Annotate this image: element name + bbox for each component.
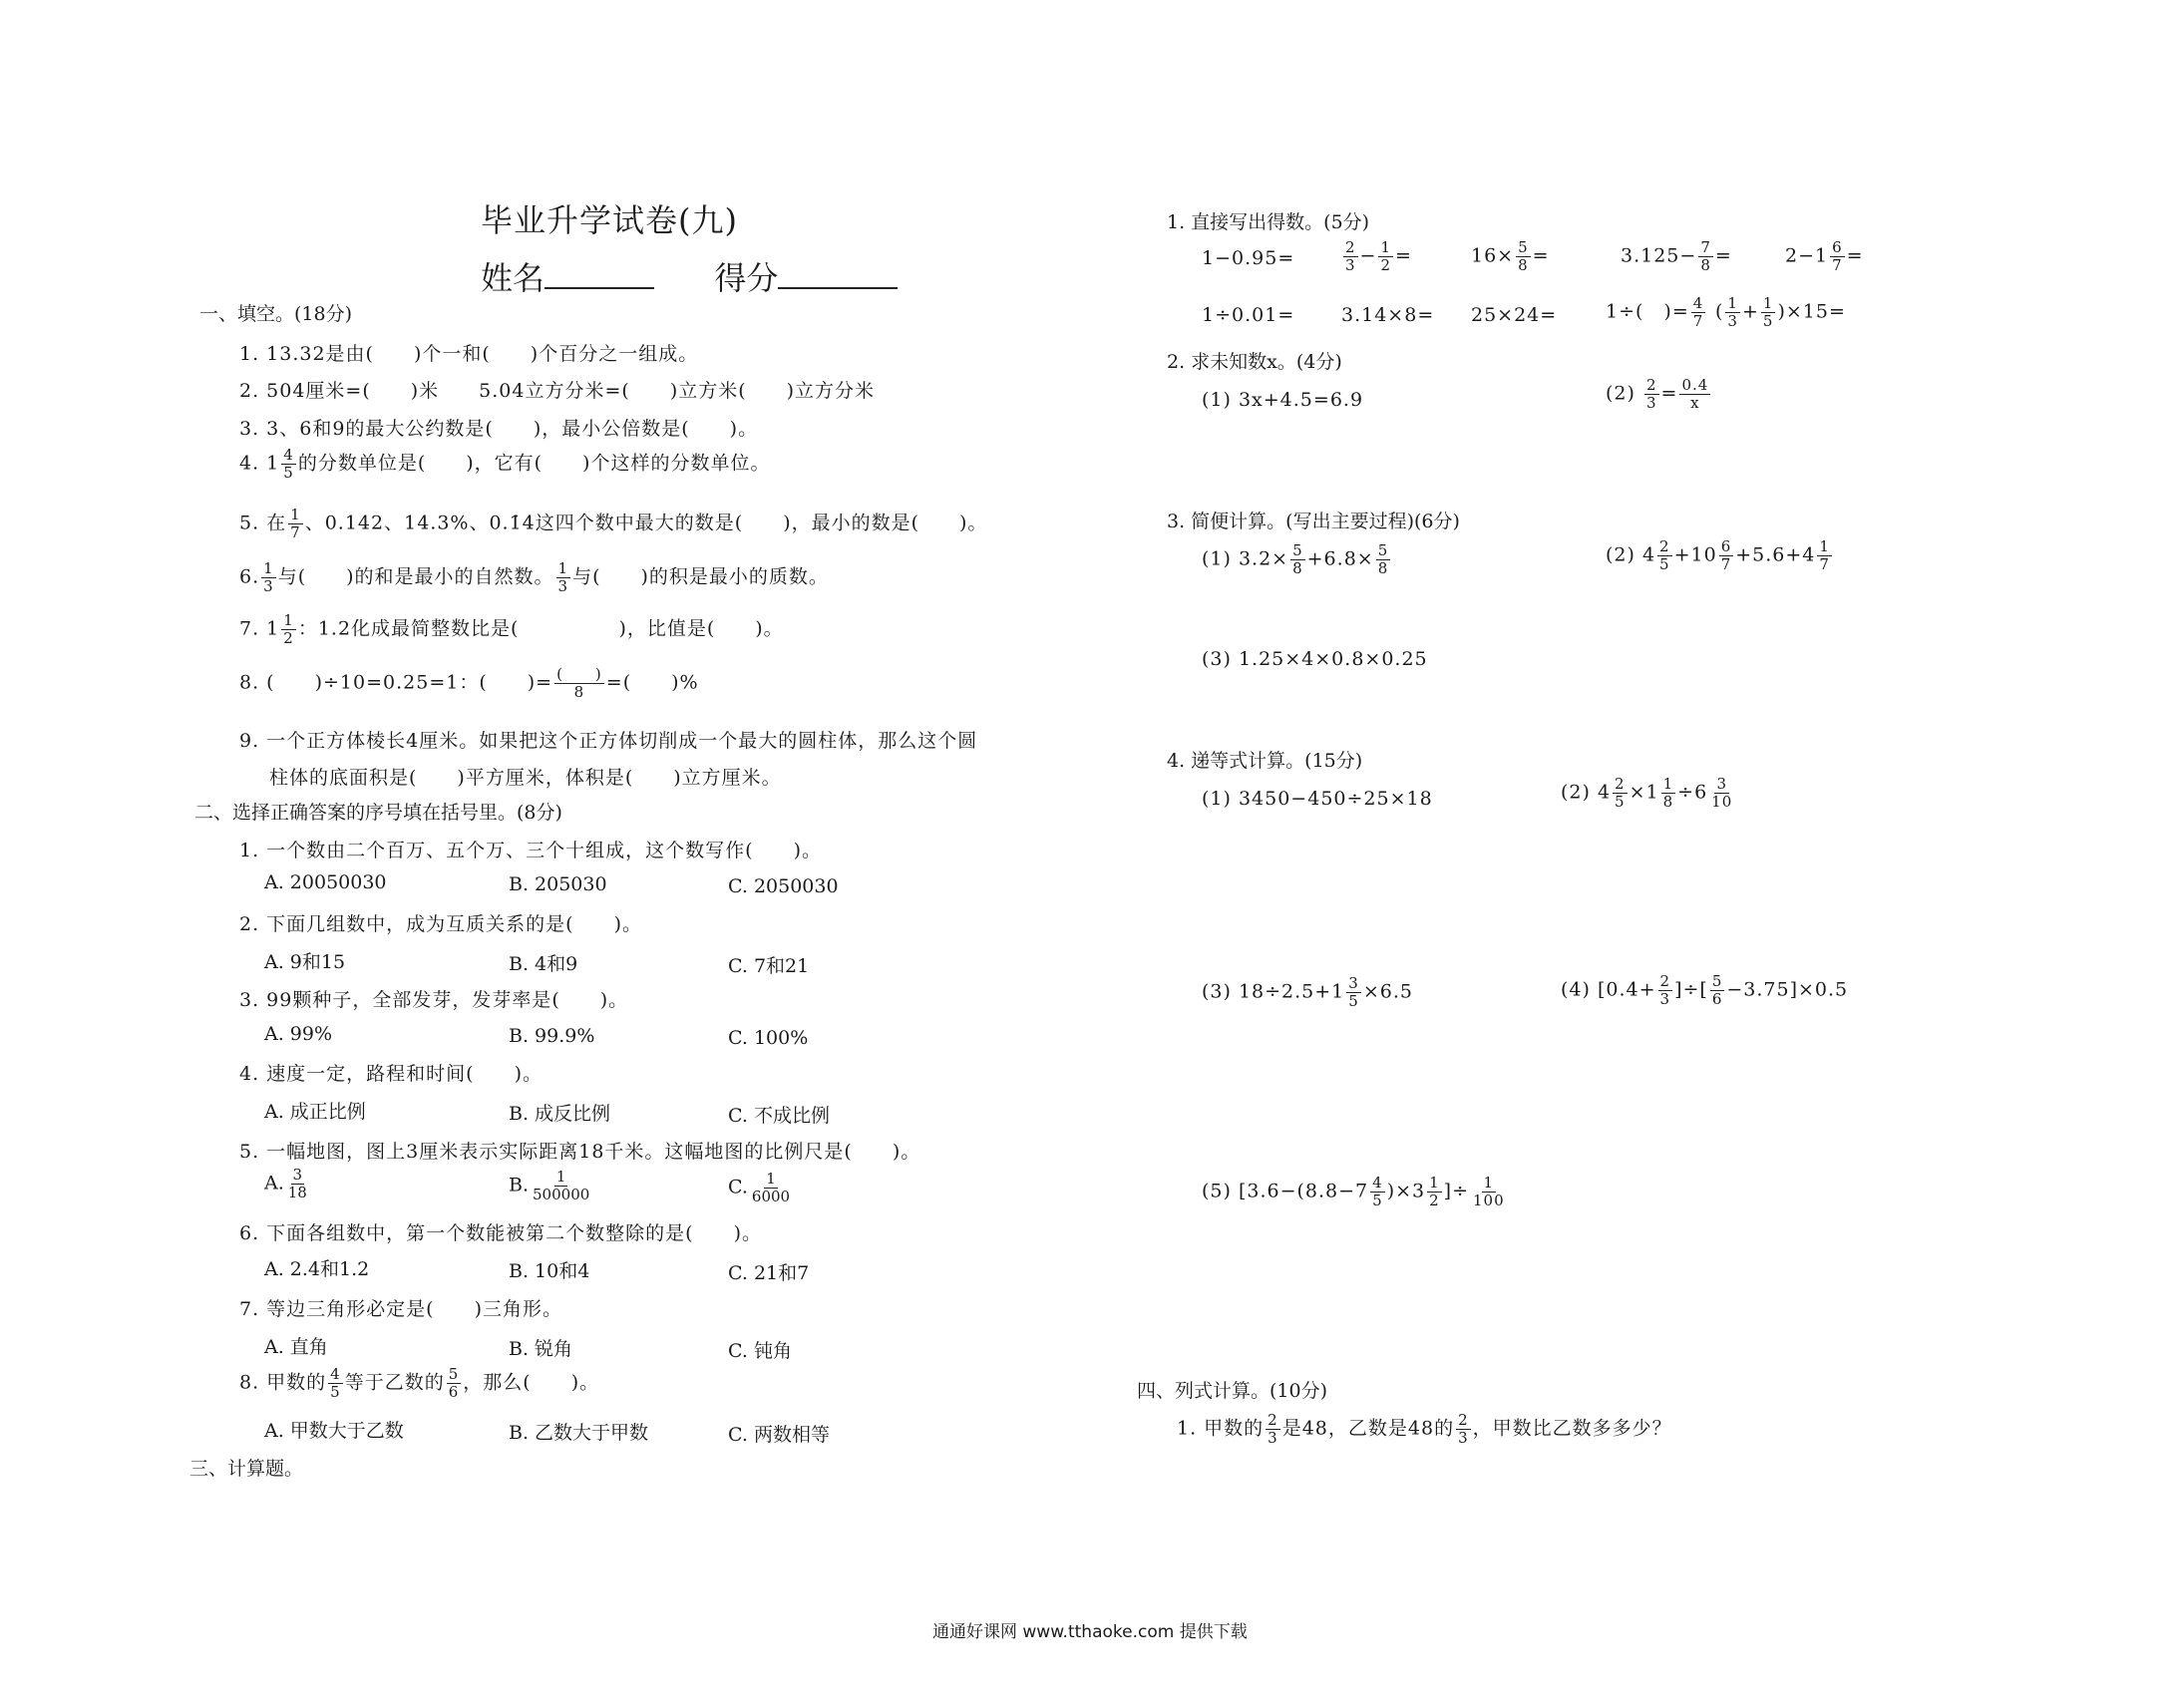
- simplify-1: (1) 3.2× $\frac{5}{8}$ +6.8× $\frac{5}{8}$: [1202, 541, 1389, 577]
- score-label: 得分: [714, 259, 779, 297]
- fraction: $\frac{1}{2}$: [1380, 238, 1392, 274]
- footer-credit: 通通好课网 www.tthaoke.com 提供下载: [932, 1622, 1248, 1642]
- choice-q1-option-c: C. 2050030: [728, 875, 839, 897]
- score-blank: [778, 287, 898, 289]
- fraction: $\frac{4}{7}$: [1692, 294, 1704, 330]
- name-label: 姓名: [481, 259, 545, 297]
- oral-1-2: $\frac{2}{3}$ − $\frac{1}{2}$ =: [1345, 238, 1412, 274]
- oral-1-3: 16× $\frac{5}{8}$ =: [1471, 238, 1550, 274]
- choice-q1: 1. 一个数由二个百万、五个万、三个十组成，这个数写作( )。: [239, 840, 822, 861]
- fraction: $\frac{5}{8}$: [1377, 541, 1389, 577]
- choice-q8-option-a: A. 甲数大于乙数: [264, 1420, 404, 1442]
- choice-q3-option-a: A. 99%: [264, 1023, 333, 1045]
- choice-q4-option-b: B. 成反比例: [509, 1103, 611, 1125]
- fraction: ( ) 8: [556, 665, 602, 701]
- fraction: $\frac{3}{10}$: [1711, 775, 1733, 811]
- choice-q6-option-a: A. 2.4和1.2: [264, 1258, 370, 1280]
- choice-q4: 4. 速度一定，路程和时间( )。: [239, 1063, 543, 1085]
- stepwise-3: (3) 18÷2.5+1 $\frac{3}{5}$ ×6.5: [1202, 974, 1413, 1010]
- fill-q1: 1. 13.32是由( )个一和( )个百分之一组成。: [239, 343, 699, 365]
- choice-q5: 5. 一幅地图，图上3厘米表示实际距离18千米。这幅地图的比例尺是( )。: [239, 1141, 921, 1163]
- choice-q6: 6. 下面各组数中，第一个数能被第二个数整除的是( )。: [239, 1222, 762, 1244]
- choice-q1-option-a: A. 20050030: [264, 871, 387, 893]
- choice-q1-option-b: B. 205030: [509, 873, 607, 895]
- fraction: $\frac{4}{5}$: [330, 1365, 341, 1401]
- oral-1-5: 2−1 $\frac{6}{7}$ =: [1785, 238, 1864, 274]
- fraction: $\frac{1}{2}$: [1429, 1174, 1440, 1209]
- fraction: $\frac{3}{5}$: [1348, 974, 1359, 1010]
- fraction: $\frac{1}{3}$: [557, 559, 569, 595]
- choice-q4-option-c: C. 不成比例: [728, 1105, 830, 1127]
- calc-part3-heading: 3. 简便计算。(写出主要过程)(6分): [1167, 511, 1460, 532]
- fill-q6: 6. $\frac{1}{3}$ 与( )的和是最小的自然数。 $\frac{1}{3}$ 与( )的积是最小的质数。: [239, 559, 829, 595]
- simplify-3: (3) 1.25×4×0.8×0.25: [1202, 648, 1428, 670]
- fraction: $\frac{1}{100}$: [1473, 1174, 1505, 1209]
- fraction: $\frac{3}{18}$: [287, 1166, 307, 1201]
- fill-q2: 2. 504厘米=( )米 5.04立方分米=( )立方米( )立方分米: [239, 380, 876, 402]
- choice-q4-option-a: A. 成正比例: [264, 1101, 366, 1123]
- fraction: $\frac{2}{5}$: [1615, 775, 1626, 811]
- choice-q3: 3. 99颗种子，全部发芽，发芽率是( )。: [239, 989, 629, 1011]
- choice-q6-option-b: B. 10和4: [509, 1260, 590, 1282]
- fraction: $\frac{1}{8}$: [1662, 775, 1674, 811]
- fraction: $\frac{1}{500000}$: [533, 1168, 590, 1203]
- fraction: $\frac{2}{3}$: [1659, 972, 1671, 1008]
- name-score-line: [481, 253, 898, 299]
- calc-part4-heading: 4. 递等式计算。(15分): [1167, 750, 1363, 772]
- choice-q3-option-c: C. 100%: [728, 1027, 809, 1049]
- fraction: $\frac{1}{7}$: [1819, 537, 1830, 573]
- section-1-heading: 一、填空。(18分): [199, 303, 353, 325]
- choice-q5-option-a: A. $\frac{3}{18}$: [264, 1166, 307, 1201]
- fraction: $\frac{5}{8}$: [1292, 541, 1303, 577]
- choice-q3-option-b: B. 99.9%: [509, 1025, 595, 1047]
- stepwise-2: (2) 4 $\frac{2}{5}$ ×1 $\frac{1}{8}$ ÷6 $\frac{3}{10}$: [1561, 775, 1733, 811]
- choice-q5-option-b: B. $\frac{1}{500000}$: [509, 1168, 590, 1203]
- equation-1: (1) 3x+4.5=6.9: [1202, 389, 1364, 411]
- choice-q2-option-a: A. 9和15: [264, 951, 346, 973]
- choice-q8-option-c: C. 两数相等: [728, 1424, 830, 1446]
- choice-q8: 8. 甲数的 $\frac{4}{5}$ 等于乙数的 $\frac{5}{6}$ ，那么( )。: [239, 1365, 600, 1401]
- fraction: $\frac{2}{3}$: [1645, 376, 1657, 412]
- oral-2-3: 25×24=: [1471, 304, 1558, 326]
- fill-q9-line2: 柱体的底面积是( )平方厘米，体积是( )立方厘米。: [269, 767, 782, 789]
- fill-q7: 7. 1 $\frac{1}{2}$ ：1.2化成最简整数比是( )，比值是( )。: [239, 611, 784, 647]
- stepwise-4: (4) [0.4+ $\frac{2}{3}$ ]÷[ $\frac{5}{6}$ −3.75]×0.5: [1561, 972, 1849, 1008]
- equation-2: (2) $\frac{2}{3}$ = $\frac{0.4}{x}$: [1606, 376, 1709, 412]
- fraction: $\frac{4}{5}$: [283, 446, 294, 482]
- fill-q3: 3. 3、6和9的最大公约数是( )，最小公倍数是( )。: [239, 418, 759, 440]
- fill-q9-line1: 9. 一个正方体棱长4厘米。如果把这个正方体切削成一个最大的圆柱体，那么这个圆: [239, 730, 978, 752]
- fraction: $\frac{5}{6}$: [448, 1365, 460, 1401]
- oral-2-1: 1÷0.01=: [1202, 304, 1295, 326]
- choice-q7: 7. 等边三角形必定是( )三角形。: [239, 1298, 562, 1320]
- choice-q5-option-c: C. $\frac{1}{6000}$: [728, 1170, 791, 1205]
- fraction: $\frac{2}{3}$: [1345, 238, 1356, 274]
- choice-q7-option-a: A. 直角: [264, 1336, 328, 1358]
- fraction: $\frac{7}{8}$: [1700, 238, 1711, 274]
- choice-q8-option-b: B. 乙数大于甲数: [509, 1422, 649, 1444]
- page-title: 毕业升学试卷(九): [481, 201, 738, 239]
- section-4-heading: 四、列式计算。(10分): [1137, 1380, 1328, 1402]
- fraction: $\frac{2}{5}$: [1659, 537, 1670, 573]
- fraction: $\frac{5}{8}$: [1518, 238, 1529, 274]
- fill-q8: 8. ( )÷10=0.25=1：( )= ( ) 8 =( )%: [239, 665, 699, 701]
- stepwise-5: (5) [3.6−(8.8−7 $\frac{4}{5}$ )×3 $\frac{1}{2}$ ]÷ $\frac{1}{100}$: [1202, 1174, 1505, 1209]
- fill-q4: 4. 1 $\frac{4}{5}$ 的分数单位是( )，它有( )个这样的分数单位。: [239, 446, 771, 482]
- choice-q7-option-c: C. 钝角: [728, 1340, 792, 1362]
- name-blank: [545, 287, 654, 289]
- fraction: $\frac{2}{3}$: [1458, 1411, 1469, 1447]
- oral-2-4: 1÷( )= $\frac{4}{7}$: [1606, 294, 1704, 330]
- oral-1-1: 1−0.95=: [1202, 247, 1295, 269]
- word-problem-1: 1. 甲数的 $\frac{2}{3}$ 是48，乙数是48的 $\frac{2}{3}$ ，甲数比乙数多多少？: [1177, 1411, 1672, 1447]
- fraction: $\frac{1}{5}$: [1762, 294, 1774, 330]
- fraction: $\frac{4}{5}$: [1372, 1174, 1383, 1209]
- fill-q5: 5. 在 $\frac{1}{7}$ 、0.142、14.3%、0.1̇4̇这四个数中最大的数是( )，最小的数是( )。: [239, 506, 988, 541]
- oral-2-2: 3.14×8=: [1341, 304, 1435, 326]
- section-3-heading: 三、计算题。: [189, 1458, 304, 1480]
- choice-q7-option-b: B. 锐角: [509, 1338, 573, 1360]
- choice-q2: 2. 下面几组数中，成为互质关系的是( )。: [239, 913, 642, 935]
- simplify-2: (2) 4 $\frac{2}{5}$ +10 $\frac{6}{7}$ +5.6+4 $\frac{1}{7}$: [1606, 537, 1830, 573]
- section-2-heading: 二、选择正确答案的序号填在括号里。(8分): [194, 802, 562, 824]
- calc-part2-heading: 2. 求未知数x。(4分): [1167, 351, 1342, 373]
- fraction: $\frac{2}{3}$: [1268, 1411, 1278, 1447]
- fraction: $\frac{1}{6000}$: [751, 1170, 791, 1205]
- oral-1-4: 3.125− $\frac{7}{8}$ =: [1621, 238, 1732, 274]
- choice-q2-option-c: C. 7和21: [728, 955, 810, 977]
- fraction: $\frac{0.4}{x}$: [1681, 376, 1709, 412]
- fraction: $\frac{5}{6}$: [1711, 972, 1723, 1008]
- calc-part1-heading: 1. 直接写出得数。(5分): [1167, 211, 1370, 233]
- choice-q6-option-c: C. 21和7: [728, 1262, 810, 1284]
- oral-2-5: ( $\frac{1}{3}$ + $\frac{1}{5}$ )×15=: [1715, 294, 1846, 330]
- fraction: $\frac{1}{3}$: [263, 559, 274, 595]
- stepwise-1: (1) 3450−450÷25×18: [1202, 788, 1433, 810]
- fraction: $\frac{1}{2}$: [283, 611, 294, 647]
- fraction: $\frac{6}{7}$: [1720, 537, 1732, 573]
- choice-q2-option-b: B. 4和9: [509, 953, 578, 975]
- fraction: $\frac{6}{7}$: [1832, 238, 1843, 274]
- fraction: $\frac{1}{7}$: [290, 506, 301, 541]
- fraction: $\frac{1}{3}$: [1727, 294, 1738, 330]
